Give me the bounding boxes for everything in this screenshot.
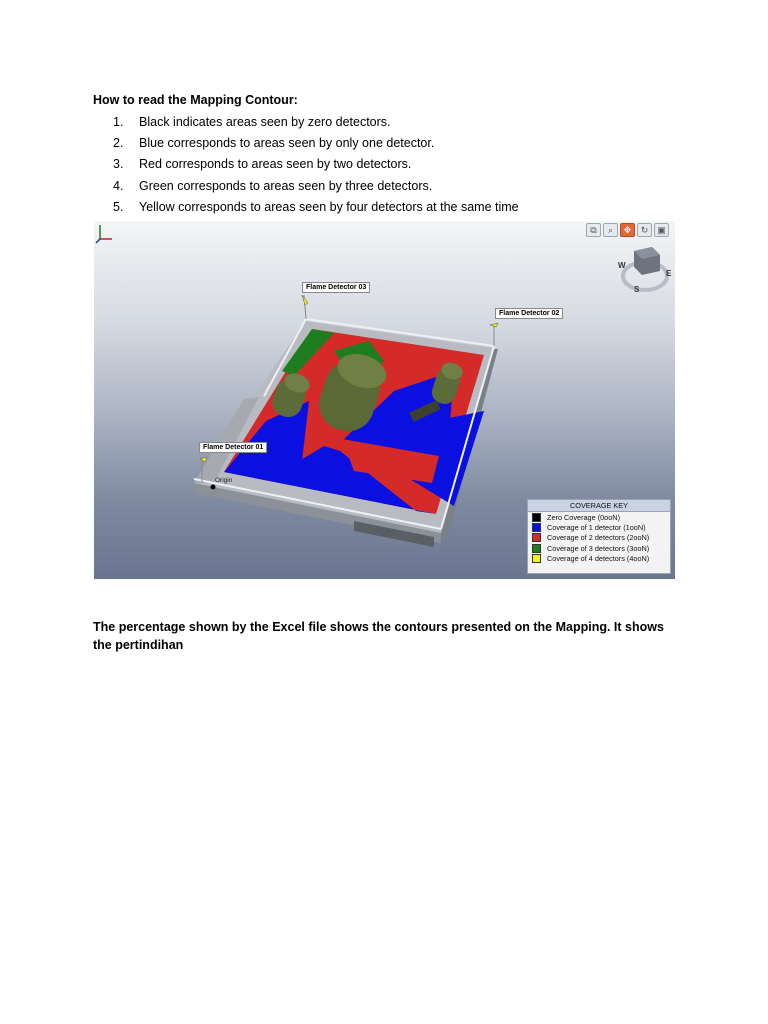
axis-triad-icon — [94, 221, 124, 245]
key-item — [528, 512, 670, 522]
compass-south: S — [634, 285, 640, 294]
viewport-toolbar — [586, 223, 669, 237]
detector-01-marker — [200, 457, 207, 462]
origin-label: Origin — [215, 477, 233, 484]
key-item — [528, 553, 670, 563]
list-item — [113, 157, 519, 178]
detector-label-03: Flame Detector 03 — [302, 282, 370, 293]
detector-label-02: Flame Detector 02 — [495, 308, 563, 319]
coverage-key-title: COVERAGE KEY — [528, 500, 670, 512]
key-item — [528, 533, 670, 543]
list-number: 1. — [113, 115, 124, 129]
list-number: 4. — [113, 178, 124, 193]
detector-02-marker — [490, 323, 498, 327]
list-item — [113, 179, 519, 200]
compass-east: E — [666, 269, 672, 278]
list-text: Black indicates areas seen by zero detectors. — [139, 115, 391, 129]
swatch-blue — [532, 523, 541, 532]
list-text: Red corresponds to areas seen by two detectors. — [139, 157, 412, 172]
origin-marker — [211, 485, 216, 490]
key-item — [528, 543, 670, 553]
detector-03-marker — [302, 295, 308, 305]
coverage-key — [527, 499, 671, 574]
list-number: 3. — [113, 157, 124, 172]
key-label: Coverage of 1 detector (1ooN) — [547, 522, 646, 532]
list-text: Blue corresponds to areas seen by only one detector. — [139, 136, 435, 151]
section-heading: How to read the Mapping Contour: — [93, 93, 298, 107]
key-label: Zero Coverage (0ooN) — [547, 512, 621, 522]
mapping-contour-viewport[interactable] — [94, 221, 675, 579]
key-label: Coverage of 4 detectors (4ooN) — [547, 553, 650, 563]
key-label: Coverage of 2 detectors (2ooN) — [547, 533, 650, 543]
compass-west: W — [618, 261, 626, 270]
swatch-green — [532, 544, 541, 553]
list-item — [113, 136, 519, 157]
list-item — [113, 200, 519, 221]
swatch-red — [532, 533, 541, 542]
swatch-zero — [532, 513, 541, 522]
rotate-icon[interactable]: ↻ — [637, 223, 652, 237]
body-paragraph: The percentage shown by the Excel file shows the contours presented on the Mapping. It shows the pertindihan — [93, 620, 664, 652]
list-text: Green corresponds to areas seen by three detectors. — [139, 178, 433, 193]
key-item — [528, 522, 670, 532]
list-item — [113, 115, 519, 136]
layers-icon[interactable]: ⧉ — [586, 223, 601, 237]
zoom-icon[interactable]: ⌕ — [603, 223, 618, 237]
swatch-yellow — [532, 554, 541, 563]
list-text: Yellow corresponds to areas seen by four detectors at the same time — [139, 199, 519, 214]
detector-label-01: Flame Detector 01 — [199, 442, 267, 453]
camera-icon[interactable]: ▣ — [654, 223, 669, 237]
instruction-list — [113, 115, 519, 221]
key-label: Coverage of 3 detectors (3ooN) — [547, 543, 650, 553]
pan-icon[interactable]: ✥ — [620, 223, 635, 237]
list-number: 5. — [113, 199, 124, 214]
list-number: 2. — [113, 136, 124, 151]
